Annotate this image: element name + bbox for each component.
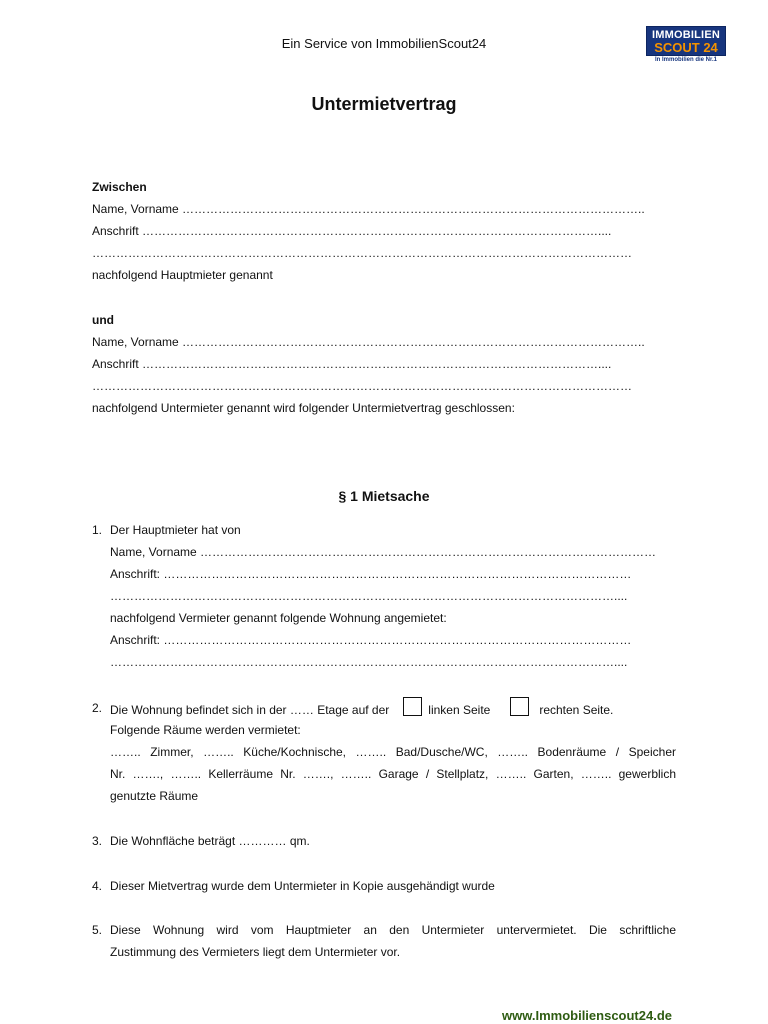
immobilienscout24-logo — [646, 26, 726, 65]
section1-item-2 — [92, 697, 676, 807]
party2-heading: und — [92, 313, 114, 327]
party2-blank-line: ……………………………………………………………………………………………………………………… — [92, 379, 632, 393]
footer-url[interactable]: www.Immobilienscout24.de — [502, 1008, 672, 1023]
party2-address-line: Anschrift …………………………………………………………………………………………………….... — [92, 357, 612, 371]
logo-tagline: In Immobilien die Nr.1 — [654, 57, 717, 63]
item-2-line-2: Folgende Räume werden vermietet: — [110, 723, 301, 737]
party-untermieter — [92, 309, 676, 419]
item-5-number: 5. — [92, 923, 103, 937]
section1-item-3 — [92, 830, 676, 852]
section1-item-4 — [92, 875, 676, 897]
section1-item-5 — [92, 919, 676, 963]
party1-heading: Zwischen — [92, 180, 147, 194]
document-title: Untermietvertrag — [311, 94, 457, 114]
item-1-line-2: Name, Vorname …………………………………………………………………………………………………… — [110, 545, 657, 559]
right-side-label: rechten Seite. — [539, 703, 614, 717]
item-5-line-2: Zustimmung des Vermieters liegt dem Untermieter vor. — [110, 945, 401, 959]
left-side-checkbox[interactable] — [403, 697, 422, 716]
logo-box — [646, 26, 726, 56]
item-1-line-7: ……………………………………………………………………………………………………………….... — [110, 655, 628, 669]
item-3-number: 3. — [92, 834, 103, 848]
party2-name-line: Name, Vorname …………………………………………………………………………………………………….. — [92, 335, 645, 349]
item-3-text: Die Wohnfläche beträgt ………… qm. — [110, 834, 310, 848]
item-5-line-1: Diese Wohnung wird vom Hauptmieter an den Untermieter untervermietet. Die schriftliche — [110, 923, 676, 937]
section-1-title: § 1 Mietsache — [338, 488, 430, 504]
item-2-line-5: genutzte Räume — [110, 789, 199, 803]
logo-line-1: IMMOBILIEN — [652, 29, 720, 41]
item-4-text: Dieser Mietvertrag wurde dem Untermieter in Kopie ausgehändigt wurde — [110, 879, 495, 893]
item-1-line-1: Der Hauptmieter hat von — [110, 523, 241, 537]
party1-blank-line: ……………………………………………………………………………………………………………………… — [92, 246, 632, 260]
item-1-line-5: nachfolgend Vermieter genannt folgende Wohnung angemietet: — [110, 611, 447, 625]
party1-address-line: Anschrift …………………………………………………………………………………………………….... — [92, 224, 612, 238]
item-1-line-6: Anschrift: ……………………………………………………………………………………………………… — [110, 633, 632, 647]
section1-item-1 — [92, 519, 676, 673]
party1-name-line: Name, Vorname …………………………………………………………………………………………………….. — [92, 202, 645, 216]
item-2-line-1 — [110, 697, 676, 719]
item-2-line-3: …….. Zimmer, …….. Küche/Kochnische, …….. Bad/Dusche/WC, …….. Bodenräume / Speicher — [110, 745, 676, 759]
item-2-line-4: Nr. ……., …….. Kellerräume Nr. ……., …….. Garage / Stellplatz, …….. Garten, …….. gewerblich — [110, 767, 676, 781]
item-1-number: 1. — [92, 523, 103, 537]
item-2-floor-text: Die Wohnung befindet sich in der …… Etage auf der — [110, 703, 390, 717]
left-side-label: linken Seite — [428, 703, 491, 717]
logo-line-2: SCOUT 24 — [654, 40, 718, 55]
party2-role-text: nachfolgend Untermieter genannt wird folgender Untermietvertrag geschlossen: — [92, 401, 515, 415]
item-4-number: 4. — [92, 879, 103, 893]
party-hauptmieter — [92, 176, 676, 286]
right-side-checkbox[interactable] — [510, 697, 529, 716]
item-1-line-4: ……………………………………………………………………………………………………………….... — [110, 589, 628, 603]
item-2-number: 2. — [92, 701, 103, 715]
party1-role-text: nachfolgend Hauptmieter genannt — [92, 268, 273, 282]
item-1-line-3: Anschrift: ……………………………………………………………………………………………………… — [110, 567, 632, 581]
header-service-text: Ein Service von ImmobilienScout24 — [281, 36, 487, 51]
